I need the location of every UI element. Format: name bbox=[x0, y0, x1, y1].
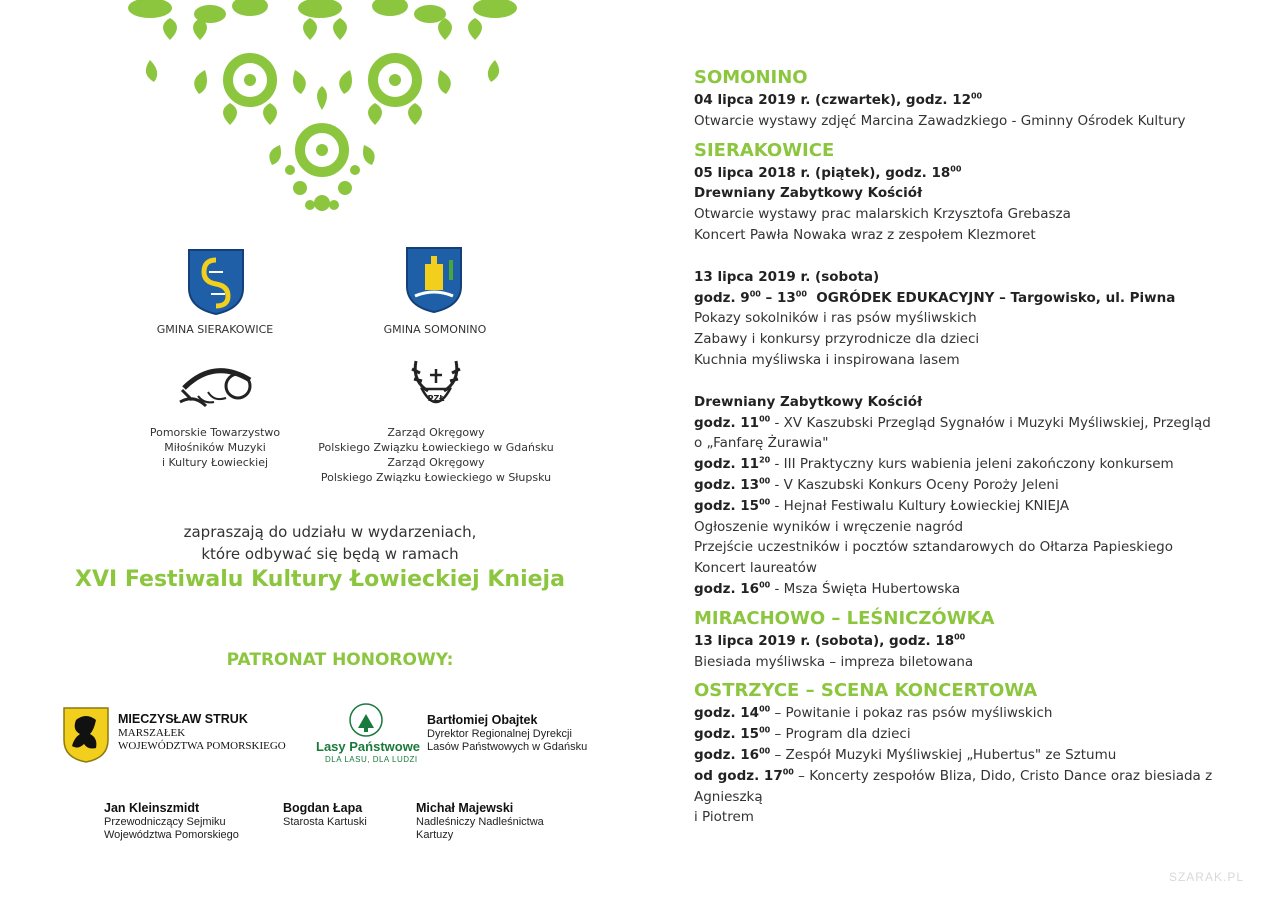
svg-text:PZŁ: PZŁ bbox=[427, 394, 445, 403]
mirachowo-date bbox=[694, 631, 1254, 652]
event-text: – Koncerty zespołów Bliza, Dido, Cristo Dance oraz biesiada z Agnieszką bbox=[694, 767, 1213, 805]
time-sup: 00 bbox=[759, 725, 771, 735]
program-line: i Piotrem bbox=[694, 809, 754, 826]
majewski-title-2: Kartuzy bbox=[416, 829, 454, 841]
obajtek-name: Bartłomiej Obajtek bbox=[427, 713, 538, 727]
somonino-caption: GMINA SOMONINO bbox=[383, 323, 487, 336]
program-event bbox=[694, 579, 1254, 600]
program-line: Zabawy i konkursy przyrodnicze dla dzieci bbox=[694, 331, 980, 348]
sierakowice-crest-icon bbox=[187, 248, 245, 316]
ogrodek-line bbox=[694, 288, 1254, 309]
event-text: – Program dla dzieci bbox=[770, 726, 911, 743]
time-sup: 00 bbox=[970, 91, 983, 101]
program-event bbox=[694, 413, 1254, 434]
time-text: godz. 15 bbox=[694, 497, 760, 514]
watermark: SZARAK.PL bbox=[1168, 870, 1244, 884]
ptmm-line: i Kultury Łowieckiej bbox=[161, 456, 269, 469]
time-text: godz. 11 bbox=[694, 414, 760, 431]
program-event bbox=[694, 703, 1254, 724]
pzl-caption bbox=[316, 425, 556, 485]
event-time bbox=[694, 768, 794, 784]
program-line: Przejście uczestników i pocztów sztandarowych do Ołtarza Papieskiego bbox=[694, 539, 1174, 556]
program-event bbox=[694, 454, 1254, 475]
ptmm-line: Miłośników Muzyki bbox=[164, 441, 266, 454]
event-time bbox=[694, 581, 770, 597]
spacer bbox=[694, 371, 1254, 392]
patronat-heading: PATRONAT HONOROWY: bbox=[226, 650, 454, 670]
time-text: – 13 bbox=[760, 289, 796, 306]
struk-name: MIECZYSŁAW STRUK bbox=[118, 712, 248, 726]
time-text: godz. 13 bbox=[694, 476, 760, 493]
sierakowice-venue-2: Drewniany Zabytkowy Kościół bbox=[694, 393, 923, 410]
event-text: - III Praktyczny kurs wabienia jeleni zakończony konkursem bbox=[770, 456, 1174, 473]
time-sup: 00 bbox=[759, 746, 771, 756]
town-ostrzyce: OSTRZYCE – SCENA KONCERTOWA bbox=[694, 680, 1038, 702]
time-text: godz. 14 bbox=[694, 705, 760, 722]
event-text: - XV Kaszubski Przegląd Sygnałów i Muzyki Myśliwskiej, Przegląd bbox=[770, 414, 1211, 431]
hunting-horn-icon bbox=[178, 360, 256, 410]
invite-line-2: które odbywać się będą w ramach bbox=[201, 545, 459, 563]
program-event bbox=[694, 475, 1254, 496]
event-time bbox=[694, 456, 770, 472]
decorative-folk-pattern bbox=[110, 0, 540, 215]
program-event bbox=[694, 496, 1254, 517]
town-mirachowo: MIRACHOWO – LEŚNICZÓWKA bbox=[694, 607, 995, 629]
date-text: 13 lipca 2019 r. (sobota), godz. 18 bbox=[694, 632, 955, 649]
event-time bbox=[694, 477, 770, 493]
event-time bbox=[694, 498, 770, 514]
date-text: 04 lipca 2019 r. (czwartek), godz. 12 bbox=[694, 92, 971, 108]
town-somonino: SOMONINO bbox=[694, 67, 808, 88]
obajtek-title-1: Dyrektor Regionalnej Dyrekcji bbox=[427, 728, 572, 740]
pzl-antlers-emblem-icon bbox=[406, 355, 466, 417]
sierakowice-caption: GMINA SIERAKOWICE bbox=[156, 323, 274, 336]
majewski-title-1: Nadleśniczy Nadleśnictwa bbox=[416, 816, 544, 828]
event-text: – Zespół Muzyki Myśliwskiej „Hubertus" ze Sztumu bbox=[770, 746, 1117, 763]
event-time bbox=[694, 747, 770, 763]
struk-title-1: MARSZAŁEK bbox=[118, 727, 186, 739]
program-line: Koncert Pawła Nowaka wraz z zespołem Klezmoret bbox=[694, 226, 1036, 243]
event-text: - Hejnał Festiwalu Kultury Łowieckiej KNIEJA bbox=[770, 497, 1070, 514]
sierakowice-date-2: 13 lipca 2019 r. (sobota) bbox=[694, 268, 880, 285]
pomorskie-griffin-crest-icon bbox=[62, 706, 110, 764]
program-line: Otwarcie wystawy prac malarskich Krzysztofa Grebasza bbox=[694, 206, 1071, 223]
program-event bbox=[694, 766, 1254, 808]
time-sup: 00 bbox=[759, 414, 771, 424]
date-text: 05 lipca 2018 r. (piątek), godz. 18 bbox=[694, 164, 951, 181]
sierakowice-venue-1: Drewniany Zabytkowy Kościół bbox=[694, 185, 923, 202]
somonino-date bbox=[694, 90, 1254, 111]
sierakowice-date-1 bbox=[694, 163, 1254, 184]
lapa-name: Bogdan Łapa bbox=[283, 801, 363, 815]
somonino-line: Otwarcie wystawy zdjęć Marcina Zawadzkiego - Gminny Ośrodek Kultury bbox=[694, 112, 1186, 129]
time-text: godz. 11 bbox=[694, 456, 760, 473]
time-text: od godz. 17 bbox=[694, 767, 783, 784]
time-sup: 00 bbox=[749, 289, 761, 299]
somonino-crest-icon bbox=[405, 246, 463, 314]
program-event bbox=[694, 724, 1254, 745]
pzl-line: Polskiego Związku Łowieckiego w Słupsku bbox=[320, 471, 552, 484]
struk-title-2: WOJEWÓDZTWA POMORSKIEGO bbox=[118, 740, 286, 752]
spacer bbox=[694, 246, 1254, 267]
lasy-logo-text: Lasy Państwowe bbox=[316, 739, 421, 754]
event-time bbox=[694, 415, 770, 431]
program-line: o „Fanfarę Żurawia" bbox=[694, 435, 829, 452]
kleinszmidt-title-1: Przewodniczący Sejmiku bbox=[104, 816, 226, 828]
time-sup: 20 bbox=[759, 455, 771, 465]
ptmm-caption bbox=[140, 425, 290, 470]
majewski-name: Michał Majewski bbox=[416, 801, 514, 815]
kleinszmidt-name: Jan Kleinszmidt bbox=[104, 801, 200, 815]
time-text: godz. 15 bbox=[694, 726, 760, 743]
time-text: godz. 9 bbox=[694, 289, 750, 306]
event-program bbox=[694, 66, 1254, 828]
event-text: - V Kaszubski Konkurs Oceny Poroży Jeleni bbox=[770, 476, 1059, 493]
time-sup: 00 bbox=[954, 632, 966, 642]
program-line: Kuchnia myśliwska i inspirowana lasem bbox=[694, 351, 960, 368]
lapa-title-1: Starosta Kartuski bbox=[283, 816, 367, 828]
time-sup: 00 bbox=[950, 164, 962, 174]
time-sup: 00 bbox=[759, 497, 771, 507]
invite-line-1: zapraszają do udziału w wydarzeniach, bbox=[183, 523, 477, 541]
time-sup: 00 bbox=[795, 289, 807, 299]
ogrodek-title: OGRÓDEK EDUKACYJNY – Targowisko, ul. Piwna bbox=[806, 289, 1176, 306]
time-text: godz. 16 bbox=[694, 746, 760, 763]
event-text: – Powitanie i pokaz ras psów myśliwskich bbox=[770, 705, 1053, 722]
kleinszmidt-title-2: Województwa Pomorskiego bbox=[104, 829, 239, 841]
program-event bbox=[694, 745, 1254, 766]
lasy-motto: DLA LASU, DLA LUDZI bbox=[325, 755, 418, 764]
lasy-panstwowe-logo-icon bbox=[346, 702, 386, 738]
pzl-line: Zarząd Okręgowy bbox=[387, 426, 485, 439]
town-sierakowice: SIERAKOWICE bbox=[694, 139, 835, 161]
program-line: Pokazy sokolników i ras psów myśliwskich bbox=[694, 310, 977, 327]
time-sup: 00 bbox=[782, 767, 794, 777]
program-line: Biesiada myśliwska – impreza biletowana bbox=[694, 653, 974, 670]
obajtek-title-2: Lasów Państwowych w Gdańsku bbox=[427, 741, 588, 753]
time-text: godz. 16 bbox=[694, 580, 760, 597]
pzl-line: Zarząd Okręgowy bbox=[387, 456, 485, 469]
pzl-line: Polskiego Związku Łowieckiego w Gdańsku bbox=[318, 441, 554, 454]
time-sup: 00 bbox=[759, 580, 771, 590]
time-sup: 00 bbox=[759, 704, 771, 714]
event-time bbox=[694, 705, 770, 721]
event-time bbox=[694, 726, 770, 742]
time-sup: 00 bbox=[759, 476, 771, 486]
ptmm-line: Pomorskie Towarzystwo bbox=[149, 426, 281, 439]
program-line: Koncert laureatów bbox=[694, 560, 817, 577]
event-text: - Msza Święta Hubertowska bbox=[770, 580, 961, 597]
program-line: Ogłoszenie wyników i wręczenie nagród bbox=[694, 518, 964, 535]
festival-title: XVI Festiwalu Kultury Łowieckiej Knieja bbox=[75, 567, 565, 592]
